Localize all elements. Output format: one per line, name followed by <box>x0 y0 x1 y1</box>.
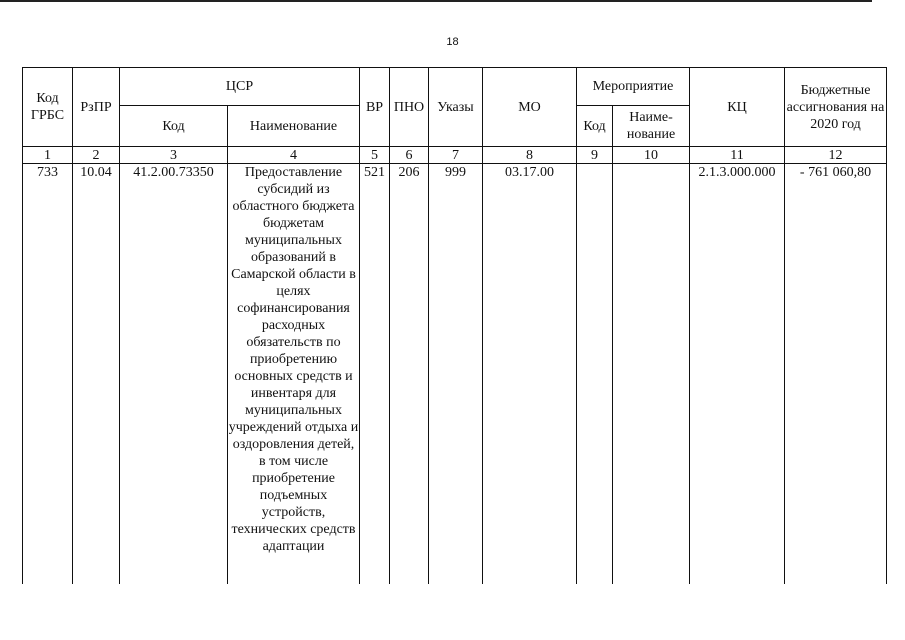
header-rzpr: РзПР <box>73 68 120 147</box>
cell-mer-name <box>613 164 690 585</box>
table-row <box>23 164 887 585</box>
cell-kc: 2.1.3.000.000 <box>690 164 785 585</box>
header-kc: КЦ <box>690 68 785 147</box>
column-number: 1 <box>23 147 73 164</box>
header-budget: Бюджетные ассигнования на 2020 год <box>785 68 887 147</box>
cell-budget: - 761 060,80 <box>785 164 887 585</box>
header-mer-kod: Код <box>577 106 613 147</box>
header-vr: ВР <box>360 68 390 147</box>
header-meropriyatie: Мероприятие <box>577 68 690 106</box>
column-number-row <box>23 147 887 164</box>
column-number: 2 <box>73 147 120 164</box>
column-number: 8 <box>483 147 577 164</box>
column-number: 5 <box>360 147 390 164</box>
cell-kod-grbs: 733 <box>23 164 73 585</box>
cell-csr-name: Предоставление субсидий из областного бюджета бюджетам муниципальных образований в Самарской области в целях софинансирования расходных обязательств по приобретению основных средств и инвентаря для муниципальных учреждений отдыха и оздоровления детей, в том числе приобретение подъемных устройств, технических средств адаптации <box>228 164 360 585</box>
cell-mer-kod <box>577 164 613 585</box>
column-number: 12 <box>785 147 887 164</box>
column-number: 7 <box>429 147 483 164</box>
column-number: 3 <box>120 147 228 164</box>
column-number: 9 <box>577 147 613 164</box>
page-number: 18 <box>446 36 459 48</box>
top-rule <box>0 0 872 2</box>
header-ukazy: Указы <box>429 68 483 147</box>
header-csr-name: Наименование <box>228 106 360 147</box>
header-row <box>23 68 887 106</box>
column-number: 6 <box>390 147 429 164</box>
header-mo: МО <box>483 68 577 147</box>
column-number: 11 <box>690 147 785 164</box>
column-number: 4 <box>228 147 360 164</box>
header-csr-kod: Код <box>120 106 228 147</box>
budget-table <box>22 67 887 584</box>
cell-ukazy: 999 <box>429 164 483 585</box>
cell-vr: 521 <box>360 164 390 585</box>
column-number: 10 <box>613 147 690 164</box>
cell-csr-kod: 41.2.00.73350 <box>120 164 228 585</box>
cell-pno: 206 <box>390 164 429 585</box>
header-kod-grbs: Код ГРБС <box>23 68 73 147</box>
header-csr: ЦСР <box>120 68 360 106</box>
header-mer-name: Наиме- нование <box>613 106 690 147</box>
header-pno: ПНО <box>390 68 429 147</box>
cell-mo: 03.17.00 <box>483 164 577 585</box>
cell-rzpr: 10.04 <box>73 164 120 585</box>
